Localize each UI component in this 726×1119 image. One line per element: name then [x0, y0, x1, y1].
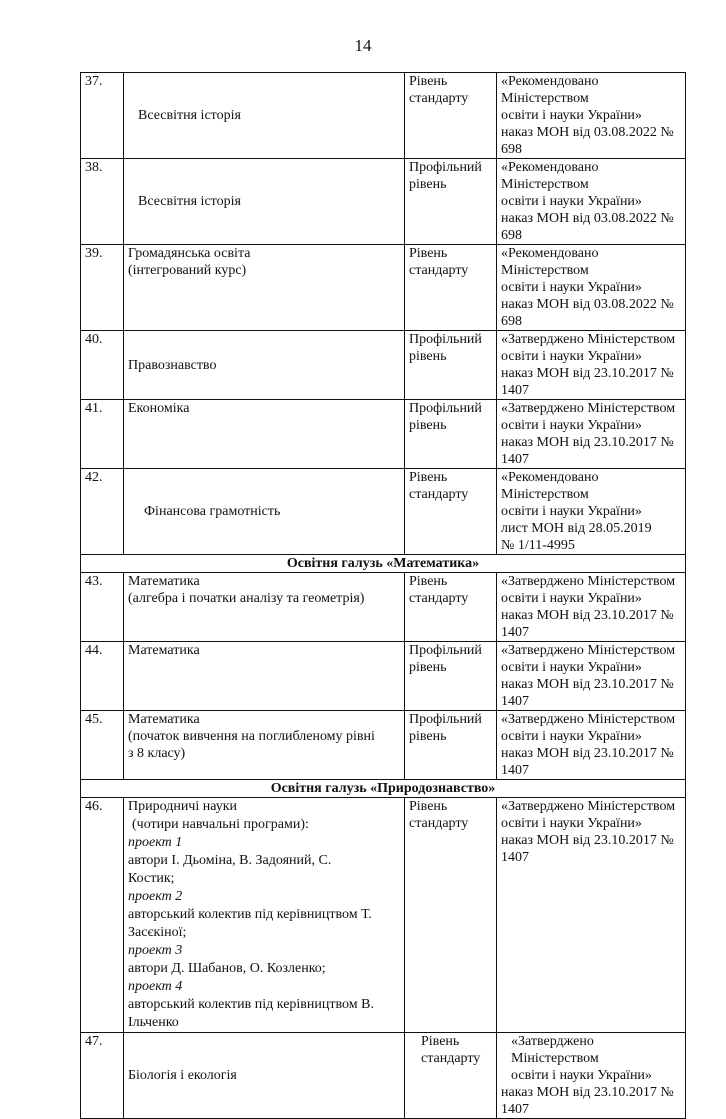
- curriculum-table: [80, 72, 686, 1119]
- section-header-row: [81, 780, 686, 798]
- subject-line: Всесвітня історія: [138, 108, 241, 123]
- subject-cell: [124, 711, 405, 780]
- level-cell: [405, 711, 497, 780]
- approval-line: «Затверджено Міністерством: [511, 1034, 599, 1066]
- level-line: Рівень: [409, 246, 448, 261]
- level-line: стандарту: [409, 816, 469, 831]
- subject-line: (початок вивчення на поглибленому рівні: [128, 729, 375, 744]
- subject-cell: [124, 798, 405, 1033]
- section-title: Освітня галузь «Природознавство»: [81, 780, 686, 798]
- row-number: 37.: [81, 73, 124, 159]
- approval-cell: [497, 1033, 686, 1119]
- table-row: [81, 331, 686, 400]
- subject-subtitle: (чотири навчальні програми):: [132, 817, 309, 832]
- level-line: стандарту: [421, 1051, 481, 1066]
- approval-cell: [497, 711, 686, 780]
- approval-cell: [497, 642, 686, 711]
- project-label: проект 2: [128, 889, 183, 904]
- level-line: Рівень: [409, 74, 448, 89]
- approval-cell: [497, 73, 686, 159]
- approval-line: освіти і науки України»: [501, 194, 642, 209]
- approval-line: освіти і науки України»: [501, 591, 642, 606]
- level-cell: [405, 642, 497, 711]
- approval-line: наказ МОН від 03.08.2022 № 698: [501, 297, 674, 329]
- subject-cell: [124, 469, 405, 555]
- level-line: стандарту: [409, 487, 469, 502]
- project-authors: авторський колектив під керівництвом В.: [128, 997, 374, 1012]
- level-line: Рівень: [409, 574, 448, 589]
- approval-cell: [497, 469, 686, 555]
- row-number: 47.: [81, 1033, 124, 1119]
- row-number: 45.: [81, 711, 124, 780]
- approval-line: наказ МОН від 03.08.2022 № 698: [501, 125, 674, 157]
- approval-line: освіти і науки України»: [501, 504, 642, 519]
- approval-line: наказ МОН від 23.10.2017 № 1407: [501, 677, 674, 709]
- approval-line: наказ МОН від 23.10.2017 № 1407: [501, 435, 674, 467]
- approval-line: «Рекомендовано Міністерством: [501, 160, 599, 192]
- level-cell: [405, 331, 497, 400]
- project-authors: автори Д. Шабанов, О. Козленко;: [128, 961, 326, 976]
- row-number: 43.: [81, 573, 124, 642]
- approval-line: наказ МОН від 23.10.2017 № 1407: [501, 746, 674, 778]
- table-row: [81, 73, 686, 159]
- level-line: Рівень: [409, 470, 448, 485]
- approval-line: наказ МОН від 23.10.2017 № 1407: [501, 1085, 674, 1117]
- table-row: [81, 573, 686, 642]
- project-authors: Костик;: [128, 871, 175, 886]
- approval-cell: [497, 573, 686, 642]
- level-cell: [405, 469, 497, 555]
- level-line: Профільний: [409, 643, 482, 658]
- approval-cell: [497, 798, 686, 1033]
- level-line: стандарту: [409, 591, 469, 606]
- approval-line: наказ МОН від 23.10.2017 № 1407: [501, 366, 674, 398]
- approval-line: «Рекомендовано Міністерством: [501, 470, 599, 502]
- level-line: стандарту: [409, 91, 469, 106]
- approval-line: лист МОН від 28.05.2019: [501, 521, 652, 536]
- row-number: 41.: [81, 400, 124, 469]
- level-line: Профільний: [409, 332, 482, 347]
- row-number: 42.: [81, 469, 124, 555]
- level-cell: [405, 159, 497, 245]
- level-cell: [405, 245, 497, 331]
- level-line: рівень: [409, 418, 447, 433]
- row-number: 38.: [81, 159, 124, 245]
- subject-cell: [124, 400, 405, 469]
- level-cell: [405, 798, 497, 1033]
- subject-cell: [124, 159, 405, 245]
- level-line: стандарту: [409, 263, 469, 278]
- approval-line: «Затверджено Міністерством: [501, 332, 676, 347]
- row-number: 40.: [81, 331, 124, 400]
- level-line: Рівень: [421, 1034, 460, 1049]
- approval-line: «Рекомендовано Міністерством: [501, 246, 599, 278]
- subject-cell: [124, 331, 405, 400]
- subject-cell: [124, 245, 405, 331]
- level-line: рівень: [409, 729, 447, 744]
- project-label: проект 4: [128, 979, 183, 994]
- row-number: 39.: [81, 245, 124, 331]
- approval-line: освіти і науки України»: [501, 729, 642, 744]
- level-line: Профільний: [409, 401, 482, 416]
- project-authors: авторський колектив під керівництвом Т.: [128, 907, 372, 922]
- approval-cell: [497, 400, 686, 469]
- subject-line: Правознавство: [128, 357, 217, 373]
- subject-line: Біологія і екологія: [128, 1068, 237, 1083]
- subject-line: (алгебра і початки аналізу та геометрія): [128, 591, 365, 606]
- level-line: рівень: [409, 660, 447, 675]
- approval-line: наказ МОН від 23.10.2017 № 1407: [501, 833, 674, 865]
- table-row: [81, 159, 686, 245]
- subject-cell: [124, 642, 405, 711]
- table-row: [81, 469, 686, 555]
- subject-line: Математика: [128, 574, 200, 589]
- approval-line: освіти і науки України»: [501, 816, 642, 831]
- project-authors: Ільченко: [128, 1015, 179, 1030]
- subject-line: Економіка: [128, 401, 190, 416]
- project-label: проект 3: [128, 943, 183, 958]
- level-cell: [405, 400, 497, 469]
- section-header-row: [81, 555, 686, 573]
- subject-title: Природничі науки: [128, 799, 238, 814]
- table-row: [81, 400, 686, 469]
- subject-line: (інтегрований курс): [128, 263, 247, 278]
- approval-line: наказ МОН від 03.08.2022 № 698: [501, 211, 674, 243]
- project-label: проект 1: [128, 835, 183, 850]
- level-line: Профільний: [409, 712, 482, 727]
- level-cell: [405, 73, 497, 159]
- approval-line: «Затверджено Міністерством: [501, 643, 676, 658]
- table-row: [81, 798, 686, 1033]
- level-line: Профільний: [409, 160, 482, 175]
- page-number: 14: [354, 36, 372, 55]
- subject-cell: [124, 1033, 405, 1119]
- level-line: рівень: [409, 177, 447, 192]
- approval-line: «Затверджено Міністерством: [501, 712, 676, 727]
- approval-line: освіти і науки України»: [511, 1068, 652, 1083]
- subject-line: з 8 класу): [128, 746, 186, 761]
- level-cell: [405, 1033, 497, 1119]
- approval-cell: [497, 331, 686, 400]
- level-cell: [405, 573, 497, 642]
- approval-line: № 1/11-4995: [501, 538, 575, 553]
- row-number: 46.: [81, 798, 124, 1033]
- approval-line: освіти і науки України»: [501, 280, 642, 295]
- approval-line: освіти і науки України»: [501, 108, 642, 123]
- level-line: Рівень: [409, 799, 448, 814]
- approval-line: «Рекомендовано Міністерством: [501, 74, 599, 106]
- approval-line: «Затверджено Міністерством: [501, 574, 676, 589]
- approval-cell: [497, 245, 686, 331]
- approval-line: «Затверджено Міністерством: [501, 401, 676, 416]
- level-line: рівень: [409, 349, 447, 364]
- approval-line: освіти і науки України»: [501, 660, 642, 675]
- subject-line: Фінансова грамотність: [144, 504, 281, 519]
- subject-cell: [124, 73, 405, 159]
- table-row: [81, 245, 686, 331]
- table-row: [81, 642, 686, 711]
- table-row: [81, 711, 686, 780]
- section-title: Освітня галузь «Математика»: [81, 555, 686, 573]
- subject-line: Математика: [128, 643, 200, 658]
- approval-line: наказ МОН від 23.10.2017 № 1407: [501, 608, 674, 640]
- subject-line: Математика: [128, 712, 200, 727]
- subject-line: Громадянська освіта: [128, 246, 251, 261]
- approval-line: освіти і науки України»: [501, 349, 642, 364]
- approval-cell: [497, 159, 686, 245]
- approval-line: освіти і науки України»: [501, 418, 642, 433]
- approval-line: «Затверджено Міністерством: [501, 799, 676, 814]
- table-row: [81, 1033, 686, 1119]
- subject-cell: [124, 573, 405, 642]
- project-authors: автори І. Дьоміна, В. Задояний, С.: [128, 853, 332, 868]
- row-number: 44.: [81, 642, 124, 711]
- project-authors: Засєкіної;: [128, 925, 187, 940]
- subject-line: Всесвітня історія: [138, 194, 241, 209]
